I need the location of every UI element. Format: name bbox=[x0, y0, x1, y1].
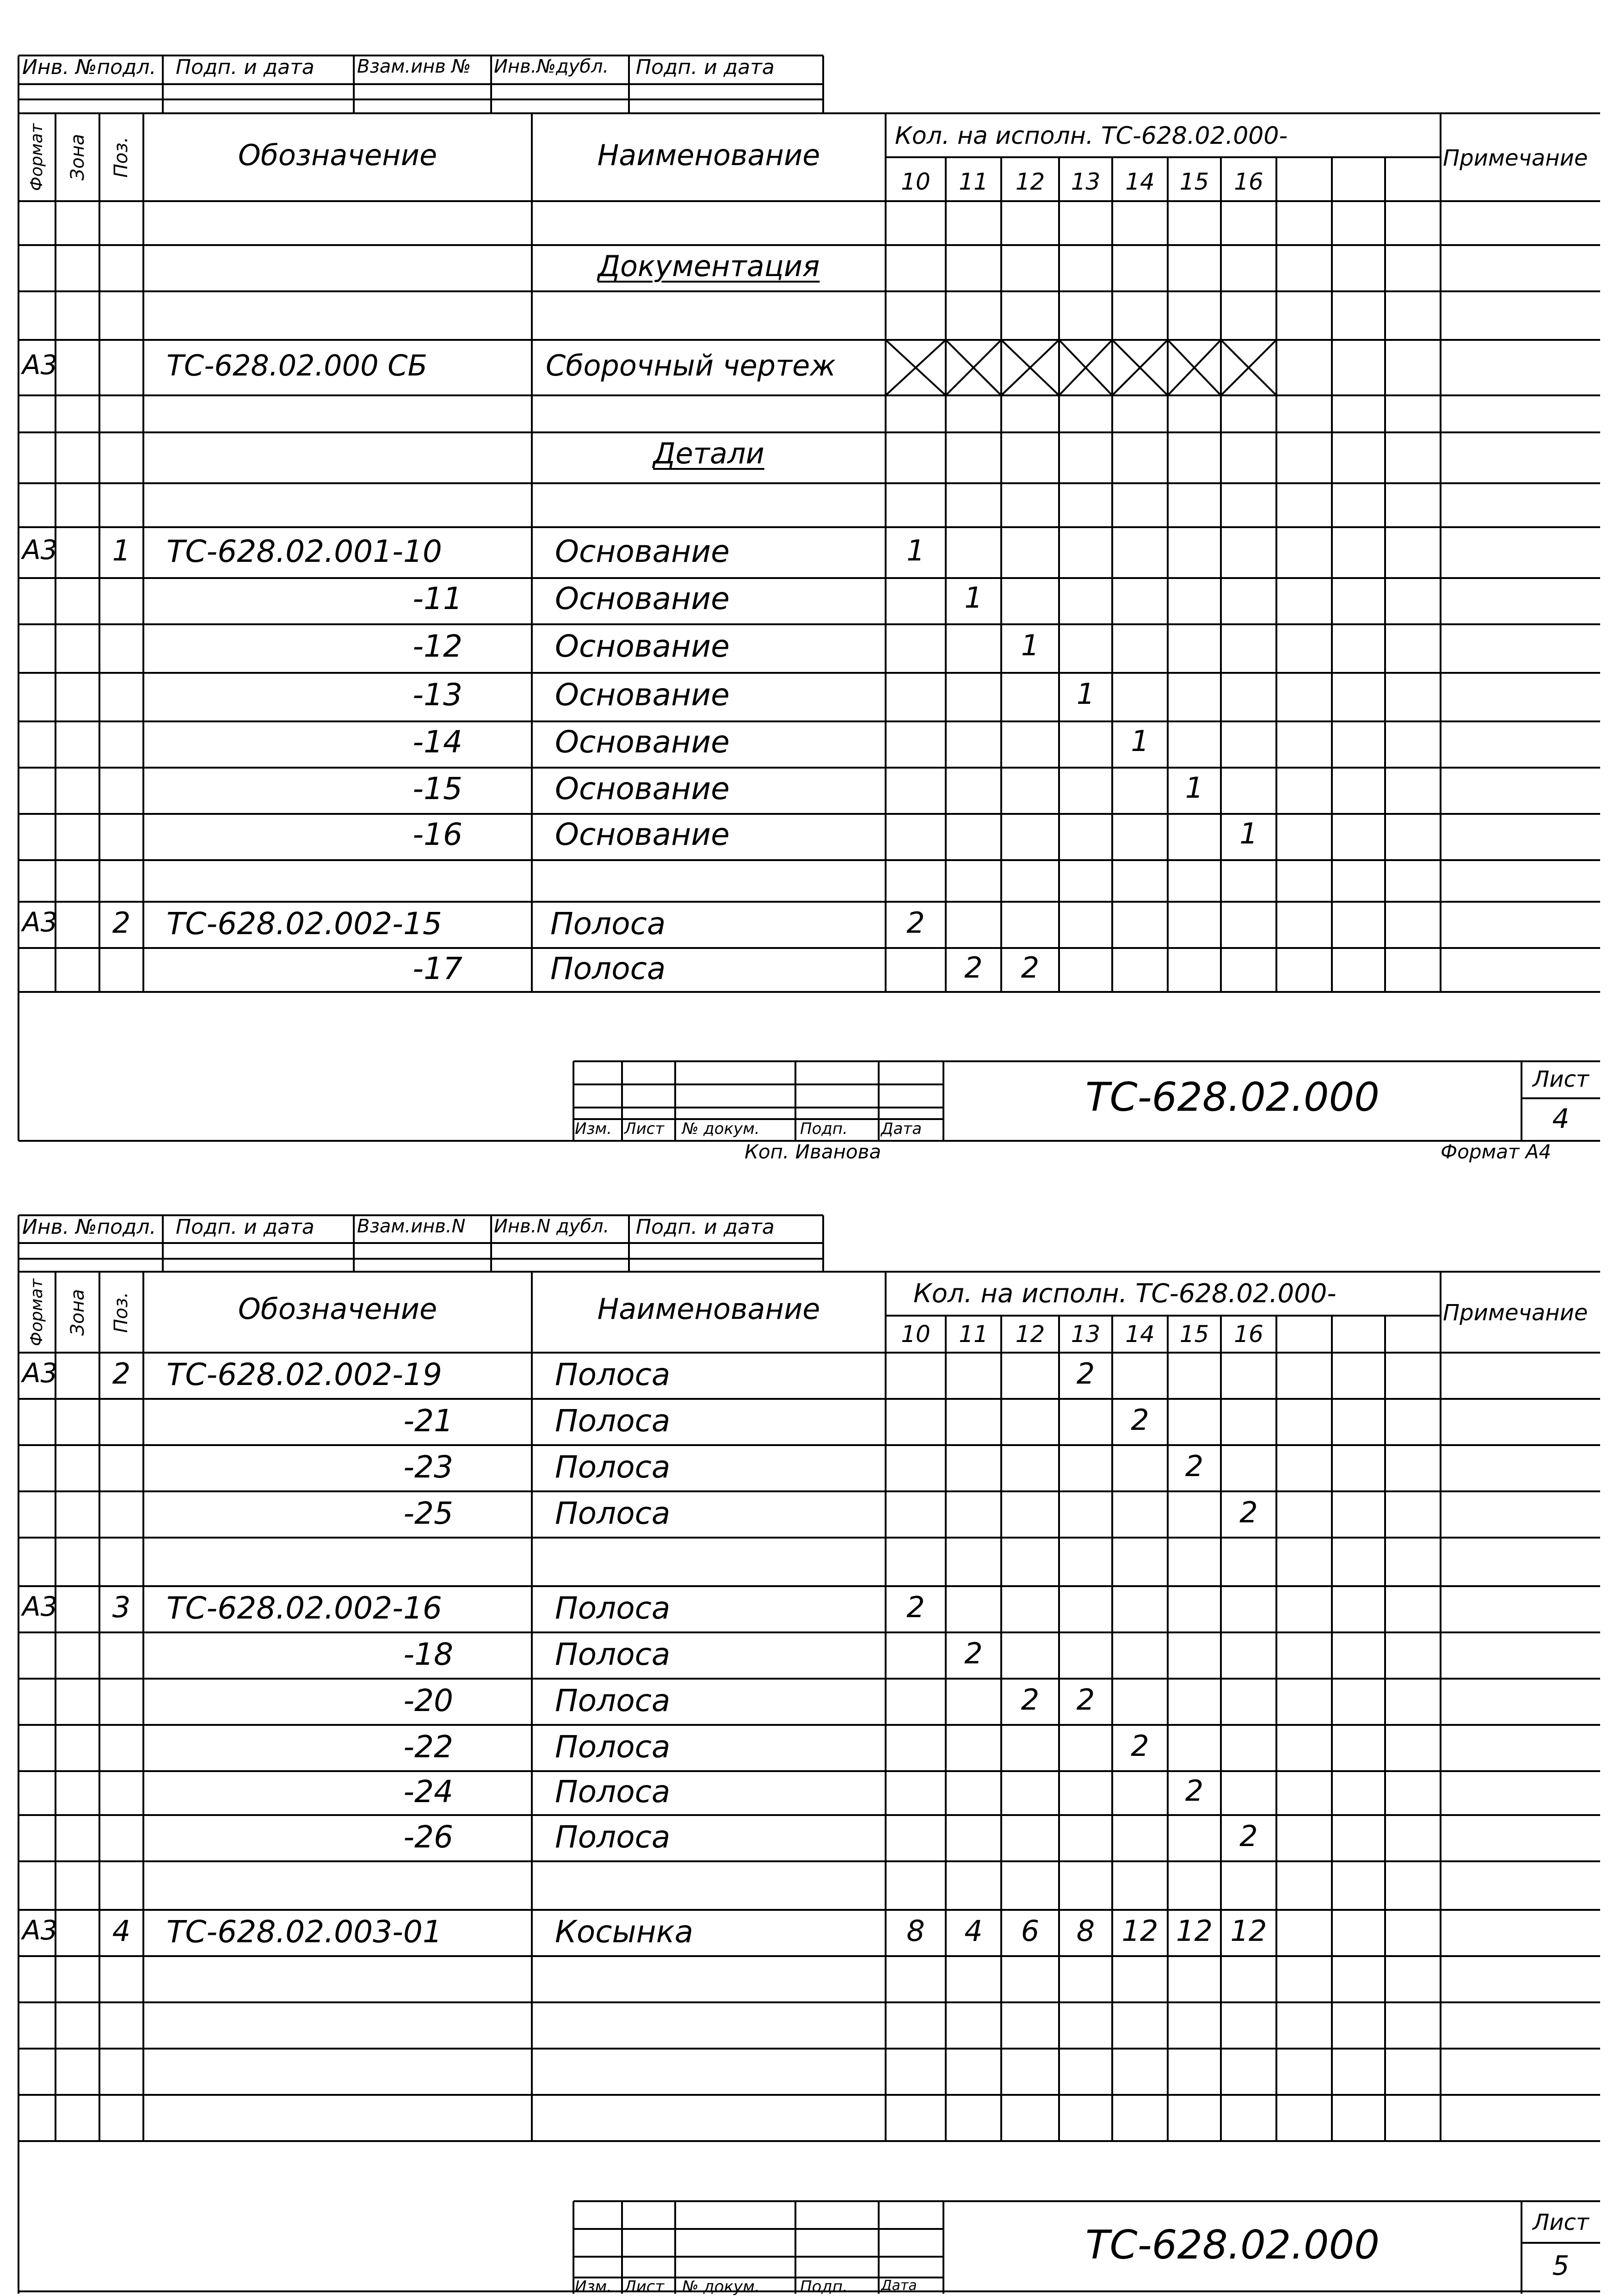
section-details: Детали bbox=[653, 437, 764, 470]
qty-cell: 1 bbox=[1239, 817, 1258, 850]
header-pos: Поз. bbox=[111, 1292, 132, 1333]
row-name: Основание bbox=[555, 724, 730, 760]
stamp-inv-podl: Инв. №подл. bbox=[22, 55, 156, 79]
qty-cell: 2 bbox=[1021, 1683, 1040, 1717]
qty-cell: 2 bbox=[964, 1637, 983, 1670]
tb-doc-no: № докум. bbox=[682, 1120, 760, 1138]
row-pos: 1 bbox=[112, 534, 131, 567]
row-designation: -22 bbox=[403, 1729, 453, 1765]
tb-document-code: ТС-628.02.000 bbox=[1085, 2222, 1380, 2268]
row-name: Полоса bbox=[555, 1449, 671, 1485]
variant-10: 10 bbox=[901, 1321, 930, 1348]
stamp-podp-data: Подп. и дата bbox=[176, 1215, 314, 1239]
row-designation: ТС-628.02.002-19 bbox=[166, 1357, 442, 1392]
tb-podp: Подп. bbox=[800, 1120, 848, 1138]
row-designation: -26 bbox=[403, 1819, 453, 1855]
qty-cell: 2 bbox=[906, 1590, 925, 1624]
qty-cell: 2 bbox=[1131, 1729, 1149, 1763]
variant-15: 15 bbox=[1179, 168, 1209, 195]
variant-14: 14 bbox=[1125, 168, 1155, 195]
variant-13: 13 bbox=[1071, 168, 1101, 195]
stamp-podp-data-2: Подп. и дата bbox=[636, 1215, 775, 1239]
row-name: Основание bbox=[555, 534, 730, 569]
tb-doc-no: № докум. bbox=[682, 2278, 760, 2296]
row-designation: -14 bbox=[413, 724, 462, 760]
header-designation: Обозначение bbox=[238, 138, 437, 172]
qty-cell: 8 bbox=[1076, 1914, 1095, 1948]
row-designation: -15 bbox=[413, 771, 462, 806]
tb-sheet-number: 5 bbox=[1552, 2250, 1570, 2281]
qty-cell: 2 bbox=[1239, 1819, 1258, 1853]
tb-list: Лист bbox=[624, 1120, 665, 1138]
row-name: Основание bbox=[555, 817, 730, 852]
variant-10: 10 bbox=[901, 168, 930, 195]
qty-cell: 2 bbox=[1185, 1449, 1204, 1483]
tb-sheet-label: Лист bbox=[1533, 1066, 1589, 1092]
variant-11: 11 bbox=[959, 168, 988, 195]
header-zone: Зона bbox=[67, 1289, 88, 1336]
row-designation: ТС-628.02.002-16 bbox=[166, 1590, 442, 1626]
row-designation: -18 bbox=[403, 1637, 453, 1672]
copied-by: Коп. Иванова bbox=[745, 1140, 881, 1163]
row-name: Основание bbox=[555, 628, 730, 664]
row-pos: 4 bbox=[112, 1914, 131, 1948]
row-pos: 3 bbox=[112, 1590, 131, 1624]
row-format: A3 bbox=[22, 534, 58, 566]
row-format: A3 bbox=[22, 349, 58, 381]
qty-cell: 2 bbox=[1239, 1496, 1258, 1529]
row-name: Полоса bbox=[550, 906, 666, 942]
qty-cell: 12 bbox=[1176, 1914, 1213, 1948]
qty-cell: 1 bbox=[1076, 677, 1095, 711]
row-name: Полоса bbox=[555, 1590, 671, 1626]
row-designation: -11 bbox=[413, 581, 462, 616]
qty-cell: 12 bbox=[1121, 1914, 1158, 1948]
row-designation: -12 bbox=[413, 628, 462, 664]
qty-cell: 2 bbox=[1076, 1683, 1095, 1717]
row-name: Полоса bbox=[555, 1819, 671, 1855]
row-name: Основание bbox=[555, 677, 730, 713]
header-qty-title: Кол. на исполн. ТС-628.02.000- bbox=[895, 122, 1288, 150]
qty-cell: 2 bbox=[1131, 1403, 1149, 1437]
qty-cell: 4 bbox=[964, 1914, 983, 1948]
qty-cell: 2 bbox=[1076, 1357, 1095, 1391]
qty-cell: 6 bbox=[1021, 1914, 1040, 1948]
row-designation: -23 bbox=[403, 1449, 453, 1485]
row-designation: -24 bbox=[403, 1774, 453, 1810]
stamp-podp-data-2: Подп. и дата bbox=[636, 55, 775, 79]
row-name: Косынка bbox=[555, 1914, 694, 1950]
qty-cell: 2 bbox=[1021, 951, 1040, 985]
row-name: Полоса bbox=[555, 1496, 671, 1531]
row-format: A3 bbox=[22, 1357, 58, 1389]
header-note: Примечание bbox=[1443, 1300, 1588, 1326]
row-pos: 2 bbox=[112, 1357, 131, 1391]
stamp-podp-data: Подп. и дата bbox=[176, 55, 314, 79]
row-name: Полоса bbox=[555, 1683, 671, 1718]
row-name: Основание bbox=[555, 581, 730, 616]
stamp-vzam-inv: Взам.инв.N bbox=[357, 1216, 466, 1237]
qty-cell: 2 bbox=[906, 906, 925, 940]
tb-list: Лист bbox=[624, 2278, 665, 2296]
variant-14: 14 bbox=[1125, 1321, 1155, 1348]
variant-12: 12 bbox=[1015, 1321, 1045, 1348]
tb-date: Дата bbox=[881, 2278, 917, 2294]
row-designation: -13 bbox=[413, 677, 462, 713]
row-designation: -16 bbox=[413, 817, 462, 852]
row-name: Полоса bbox=[550, 951, 666, 986]
row-designation: -20 bbox=[403, 1683, 453, 1718]
row-name: Основание bbox=[555, 771, 730, 806]
qty-cell: 1 bbox=[964, 581, 983, 615]
tb-podp: Подп. bbox=[800, 2278, 848, 2296]
row-name: Полоса bbox=[555, 1357, 671, 1392]
sheet-1-lines bbox=[18, 55, 1600, 1141]
row-designation: ТС-628.02.000 СБ bbox=[166, 349, 428, 382]
variant-13: 13 bbox=[1071, 1321, 1101, 1348]
tb-sheet-number: 4 bbox=[1552, 1103, 1570, 1134]
row-format: A3 bbox=[22, 906, 58, 938]
row-format: A3 bbox=[22, 1914, 58, 1946]
qty-cell: 8 bbox=[906, 1914, 925, 1948]
row-designation: ТС-628.02.001-10 bbox=[166, 534, 442, 569]
row-name: Полоса bbox=[555, 1637, 671, 1672]
stamp-inv-dubl: Инв.N дубл. bbox=[494, 1216, 610, 1237]
qty-cell: 2 bbox=[1185, 1774, 1204, 1808]
row-name: Полоса bbox=[555, 1774, 671, 1810]
qty-cell: 1 bbox=[1185, 771, 1204, 805]
tb-date: Дата bbox=[881, 1120, 922, 1138]
row-pos: 2 bbox=[112, 906, 131, 940]
sheet-format: Формат А4 bbox=[1441, 1140, 1552, 1163]
row-name: Сборочный чертеж bbox=[546, 349, 836, 382]
variant-11: 11 bbox=[959, 1321, 988, 1348]
tb-izm: Изм. bbox=[575, 1120, 612, 1138]
stamp-inv-podl: Инв. №подл. bbox=[22, 1215, 156, 1239]
qty-cell: 12 bbox=[1230, 1914, 1267, 1948]
header-format: Формат bbox=[27, 1278, 46, 1347]
variant-16: 16 bbox=[1234, 1321, 1263, 1348]
row-designation: ТС-628.02.003-01 bbox=[166, 1914, 442, 1950]
row-designation: ТС-628.02.002-15 bbox=[166, 906, 442, 942]
header-designation: Обозначение bbox=[238, 1292, 437, 1326]
header-note: Примечание bbox=[1443, 145, 1588, 171]
row-name: Полоса bbox=[555, 1403, 671, 1439]
row-designation: -21 bbox=[403, 1403, 453, 1439]
header-name: Наименование bbox=[597, 1292, 820, 1326]
qty-cell: 2 bbox=[964, 951, 983, 985]
header-format: Формат bbox=[27, 123, 46, 191]
variant-12: 12 bbox=[1015, 168, 1045, 195]
row-name: Полоса bbox=[555, 1729, 671, 1765]
variant-16: 16 bbox=[1234, 168, 1263, 195]
row-designation: -25 bbox=[403, 1496, 453, 1531]
qty-cell: 1 bbox=[906, 534, 925, 567]
qty-cell: 1 bbox=[1021, 628, 1040, 662]
header-qty-title: Кол. на исполн. ТС-628.02.000- bbox=[913, 1279, 1337, 1309]
section-documentation: Документация bbox=[597, 249, 820, 283]
header-pos: Поз. bbox=[111, 136, 132, 178]
row-format: A3 bbox=[22, 1591, 58, 1622]
header-zone: Зона bbox=[67, 134, 88, 181]
qty-cell: 1 bbox=[1131, 724, 1149, 758]
tb-izm: Изм. bbox=[575, 2278, 612, 2296]
header-name: Наименование bbox=[597, 138, 820, 172]
tb-sheet-label: Лист bbox=[1533, 2210, 1589, 2235]
stamp-inv-dubl: Инв.№дубл. bbox=[494, 56, 609, 77]
variant-15: 15 bbox=[1179, 1321, 1209, 1348]
tb-document-code: ТС-628.02.000 bbox=[1085, 1074, 1380, 1120]
stamp-vzam-inv: Взам.инв № bbox=[357, 56, 471, 77]
row-designation: -17 bbox=[413, 951, 462, 986]
